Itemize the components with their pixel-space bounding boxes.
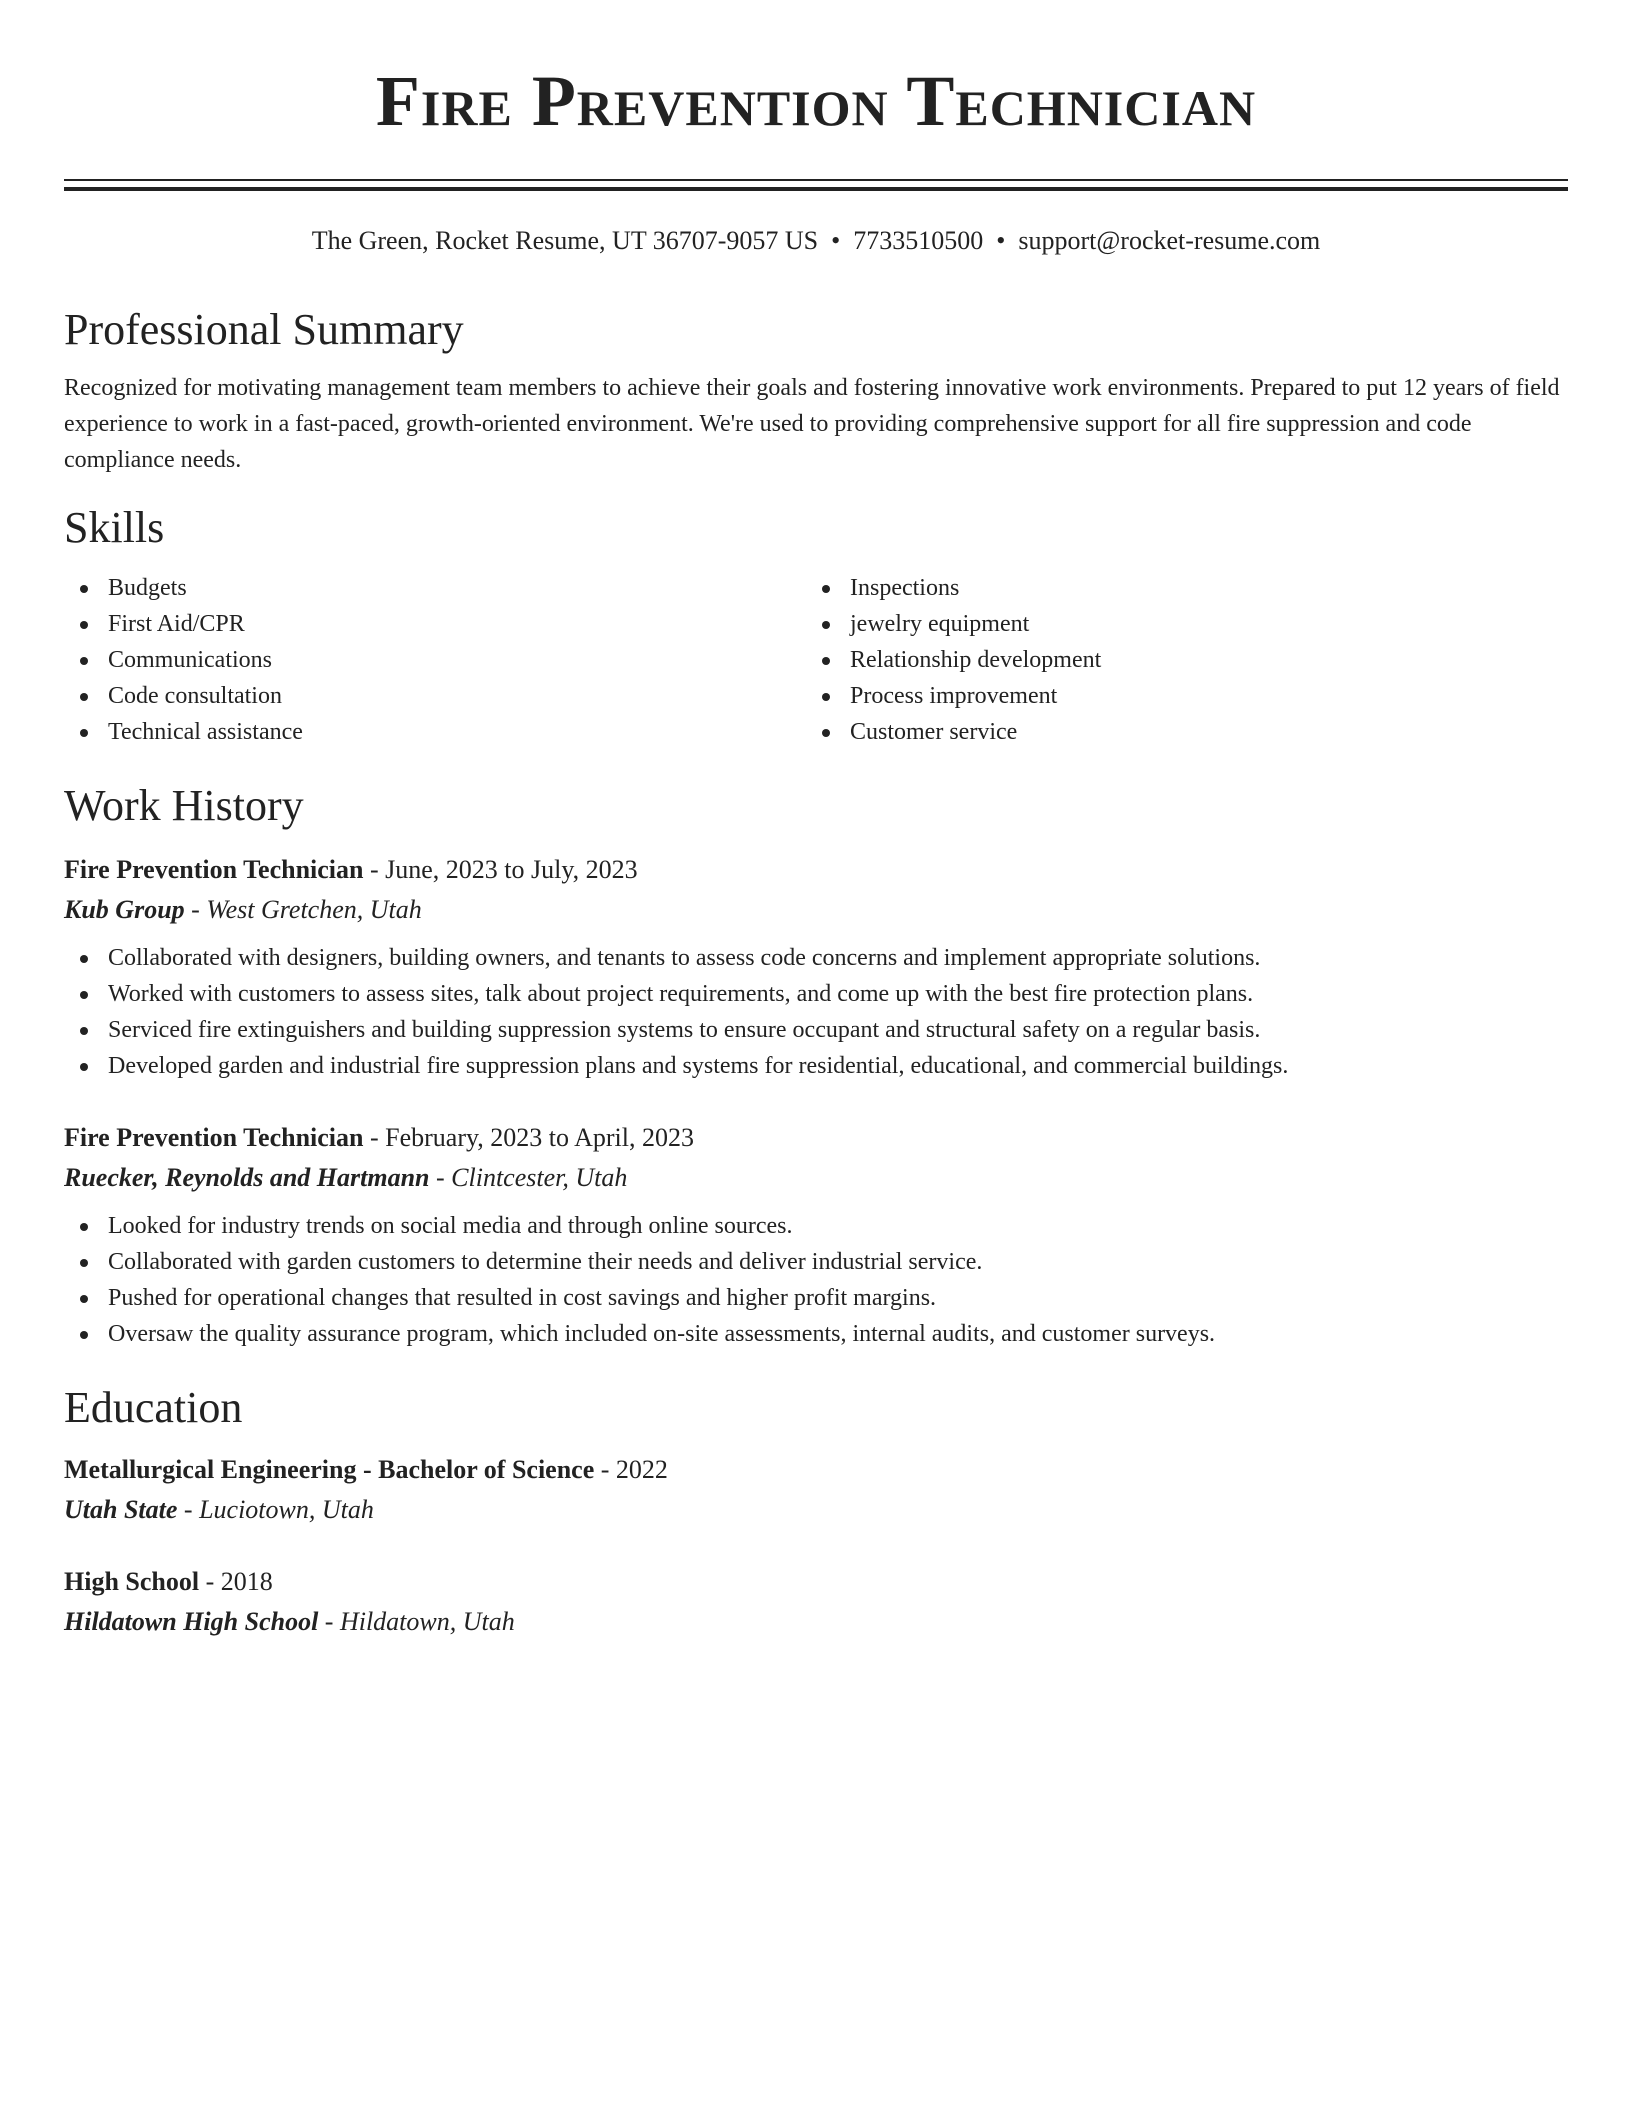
resume-page: [64, 0, 1568, 1642]
job-duty: Developed garden and industrial fire suppression plans and systems for residential, educational, and commercial buildings.: [64, 1048, 1568, 1084]
skill-item: jewelry equipment: [806, 606, 1548, 642]
skill-item: Customer service: [806, 714, 1548, 750]
job-duty: Collaborated with garden customers to determine their needs and deliver industrial service.: [64, 1244, 1568, 1280]
job-title: Fire Prevention Technician: [64, 1123, 364, 1152]
summary-heading: Professional Summary: [64, 305, 464, 354]
contact-address: The Green, Rocket Resume, UT 36707-9057 US: [311, 226, 819, 255]
contact-phone: 7733510500: [853, 226, 984, 255]
job-entry: [64, 1118, 1568, 1352]
job-company-line: [64, 1158, 1568, 1198]
job-dates: - February, 2023 to April, 2023: [363, 1123, 694, 1152]
degree-line: [64, 1562, 1568, 1602]
contact-email: support@rocket-resume.com: [1018, 226, 1321, 255]
education-heading: Education: [64, 1383, 243, 1432]
job-company-line: [64, 890, 1568, 930]
job-duty: Looked for industry trends on social media and through online sources.: [64, 1208, 1568, 1244]
job-location: - Clintcester, Utah: [429, 1163, 628, 1192]
school-location: - Luciotown, Utah: [177, 1495, 374, 1524]
job-dates: - June, 2023 to July, 2023: [363, 855, 638, 884]
skill-item: Technical assistance: [64, 714, 806, 750]
summary-text: Recognized for motivating management team members to achieve their goals and fostering innovative work environments. Prepared to put 12 years of field experience to work in a fast-paced, growth-oriented environment. We're used to providing comprehensive support for all fire suppression and code compliance needs.: [64, 375, 1560, 473]
degree: High School: [64, 1567, 200, 1596]
job-location: - West Gretchen, Utah: [184, 895, 422, 924]
school-line: [64, 1490, 1568, 1530]
job-duty: Oversaw the quality assurance program, which included on-site assessments, internal audits, and customer surveys.: [64, 1316, 1568, 1352]
resume-title: Fire Prevention Technician: [375, 61, 1257, 141]
work-history-heading: Work History: [64, 781, 304, 830]
skill-item: Process improvement: [806, 678, 1548, 714]
contact-separator: •: [831, 226, 841, 255]
job-duties: [64, 940, 1568, 1084]
skill-item: Relationship development: [806, 642, 1548, 678]
skills-column-left: [64, 570, 806, 750]
job-company: Kub Group: [64, 895, 185, 924]
skill-item: First Aid/CPR: [64, 606, 806, 642]
skill-item: Inspections: [806, 570, 1548, 606]
graduation-year: - 2022: [594, 1455, 668, 1484]
job-duties: [64, 1208, 1568, 1352]
job-duty: Serviced fire extinguishers and building suppression systems to ensure occupant and structural safety on a regular basis.: [64, 1012, 1568, 1048]
contact-separator: •: [996, 226, 1006, 255]
job-duty: Pushed for operational changes that resulted in cost savings and higher profit margins.: [64, 1280, 1568, 1316]
education-entry: [64, 1562, 1568, 1642]
skill-item: Code consultation: [64, 678, 806, 714]
job-title: Fire Prevention Technician: [64, 855, 364, 884]
school-line: [64, 1602, 1568, 1642]
job-duty: Collaborated with designers, building owners, and tenants to assess code concerns and implement appropriate solutions.: [64, 940, 1568, 976]
school-name: Hildatown High School: [64, 1607, 319, 1636]
skills-list: [64, 570, 1568, 750]
education-entry: [64, 1450, 1568, 1530]
job-entry: [64, 850, 1568, 1084]
school-location: - Hildatown, Utah: [318, 1607, 515, 1636]
skills-heading: Skills: [64, 503, 165, 552]
skills-column-right: [806, 570, 1548, 750]
school-name: Utah State: [64, 1495, 178, 1524]
degree: Metallurgical Engineering - Bachelor of Science: [64, 1455, 595, 1484]
skill-item: Communications: [64, 642, 806, 678]
contact-line: [64, 224, 1568, 258]
job-title-line: [64, 850, 1568, 890]
graduation-year: - 2018: [199, 1567, 273, 1596]
job-company: Ruecker, Reynolds and Hartmann: [64, 1163, 430, 1192]
title-divider-thick: [64, 187, 1568, 191]
title-divider-thin: [64, 179, 1568, 181]
job-title-line: [64, 1118, 1568, 1158]
job-duty: Worked with customers to assess sites, talk about project requirements, and come up with the best fire protection plans.: [64, 976, 1568, 1012]
degree-line: [64, 1450, 1568, 1490]
skill-item: Budgets: [64, 570, 806, 606]
